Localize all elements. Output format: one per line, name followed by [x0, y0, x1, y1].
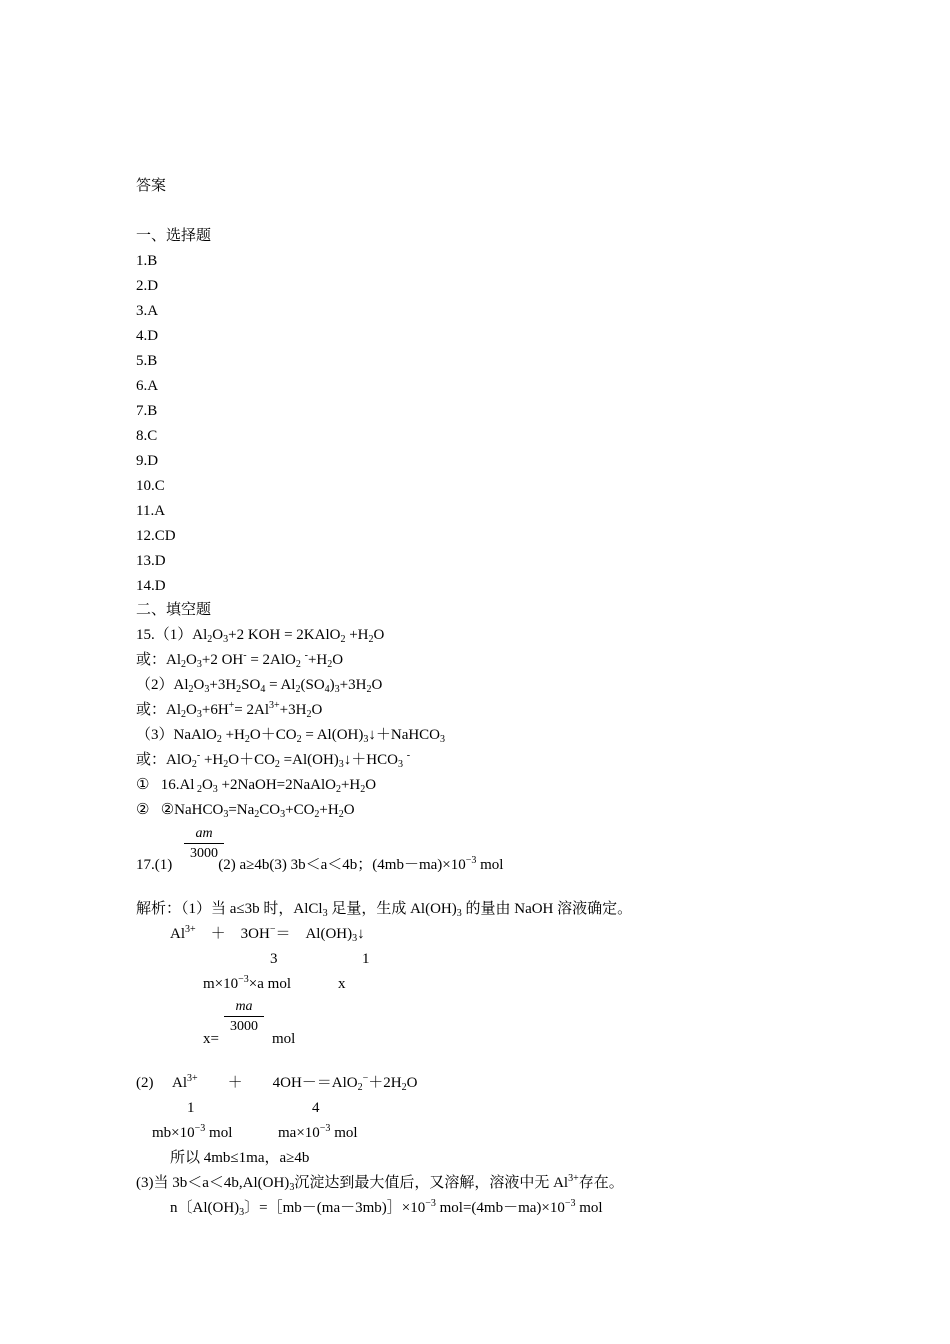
part2-amount-ma: $ma\times 10^{-3}$ mol: [278, 1123, 358, 1141]
q17-answer: 17.(1) (2) a≥4b(3) 3b＜a＜4b；$(4mb-ma)\times 10^{-3}$ mol: [136, 855, 504, 873]
analysis-intro: 解析：（1）当 a≤3b 时，AlCl$_3$ 足量，生成 $Al(OH)_3$ 的量由 NaOH 溶液确定。: [136, 901, 633, 919]
analysis-x-equals: x=: [203, 1031, 219, 1047]
answer-item: 7.B: [136, 403, 158, 419]
analysis-equation-1: $Al^{3+}$ ＋ 3OH−＝ $Al(OH)_3↓$: [170, 924, 365, 944]
page-title: 答案: [136, 178, 167, 194]
q17-fraction: am 3000: [184, 826, 224, 862]
part2-coef: 4: [312, 1100, 320, 1116]
q15-equation-2: $(2)Al_2O_3+3H_2SO_4 = Al_2(SO_4)_3+3H_2O$: [136, 677, 383, 695]
analysis-coef: 3: [270, 951, 278, 967]
answer-item: 5.B: [136, 353, 158, 369]
answer-item: 13.D: [136, 553, 166, 569]
answer-item: 2.D: [136, 278, 159, 294]
answer-item: 11.A: [136, 503, 166, 519]
part3-formula: n〔$Al(OH)_3$〕$=[mb-(ma-3mb)]\times 10^{-3}$ $mol=(4mb-ma)\times 10^{-3}$ mol: [170, 1198, 603, 1218]
part2-equation: $Al^{3+}$ ＋ $4OH-=AlO_2^-+2H_2O$: [172, 1073, 418, 1093]
q15-equation-1: $15.(1)Al_2O_3+2$ KOH = 2KAlO$_2$ $+H_2O$: [136, 627, 385, 645]
part2-coef: 1: [187, 1100, 195, 1116]
answer-item: 14.D: [136, 578, 166, 594]
q16-line-1: ① 16.Al $_2O_3$ $+2NaOH=2NaAlO_2+H_2O$: [136, 777, 377, 795]
answer-item: 4.D: [136, 328, 159, 344]
part2-conclusion: 所以 4mb≤1ma，a≥4b: [170, 1150, 310, 1166]
section-heading-fill: 二、填空题: [136, 602, 212, 618]
answer-item: 1.B: [136, 253, 158, 269]
analysis-amount: $m\times 10^{-3}\times a$ mol: [203, 974, 291, 992]
analysis-unknown: x: [338, 976, 346, 992]
part2-label: (2): [136, 1075, 154, 1091]
section-heading-choice: 一、选择题: [136, 228, 212, 244]
q16-line-2: ② $②NaHCO_3=Na_2CO_3+CO_2+H_2O$: [136, 802, 355, 820]
q15-equation-1-ionic: 或：$Al_2O_3+2$ OH- = 2AlO$_2$ $^-+H_2O$: [136, 650, 344, 670]
part2-amount-mb: $mb\times 10^{-3}$ mol: [152, 1123, 233, 1141]
part3-statement: (3)当 $3b<a<4b,Al(OH)_3$沉淀达到最大值后，又溶解，溶液中无 $Al^{3+}$存在。: [136, 1173, 624, 1193]
answer-item: 10.C: [136, 478, 165, 494]
answer-item: 8.C: [136, 428, 158, 444]
answer-item: 6.A: [136, 378, 159, 394]
q15-equation-3-ionic: 或：$AlO_2^- +H_2O+CO_2$ $=Al(OH)_3↓+HCO_3$ -: [136, 750, 411, 770]
analysis-coef: 1: [362, 951, 370, 967]
answer-item: 9.D: [136, 453, 159, 469]
q15-equation-2-ionic: 或：$Al_2O_3+6H^+= 2Al^{3+}+3H_2O$: [136, 700, 323, 720]
q15-equation-3: （3）NaAlO$_2$ $+H_2O+CO_2$ = $Al(OH)_3↓+NaHCO_3$: [136, 727, 446, 745]
answer-item: 3.A: [136, 303, 159, 319]
analysis-mol: mol: [272, 1031, 296, 1047]
answer-item: 12.CD: [136, 528, 176, 544]
analysis-fraction: ma 3000: [224, 999, 264, 1035]
